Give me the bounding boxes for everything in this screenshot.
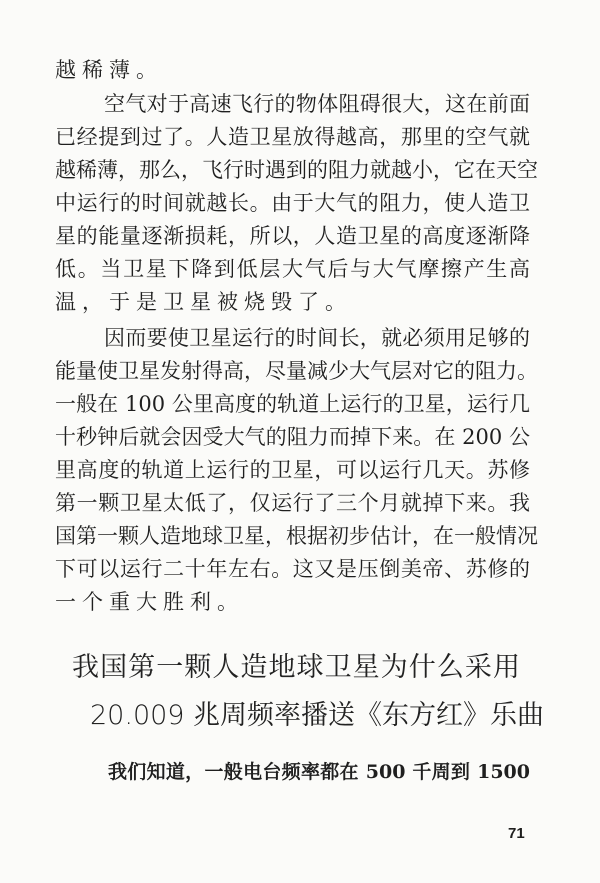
text-line: 温，于是卫星被烧毁了。	[55, 290, 352, 314]
text-line: 越稀薄。	[55, 58, 163, 82]
text-line: 能量使卫星发射得高，尽量减少大气层对它的阻力。	[55, 359, 538, 383]
heading-line-1: 我国第一颗人造地球卫星为什么采用	[72, 652, 520, 683]
text-line: 一个重大胜利。	[55, 590, 244, 614]
section-first-line: 我们知道，一般电台频率都在 500 千周到 1500	[108, 761, 530, 783]
page-number: 71	[508, 825, 525, 842]
text-line: 已经提到过了。人造卫星放得越高，那里的空气就	[55, 125, 530, 149]
text-line: 一般在 100 公里高度的轨道上运行的卫星，运行几	[55, 392, 530, 416]
text-line: 国第一颗人造地球卫星，根据初步估计，在一般情况	[55, 524, 538, 548]
text-line: 十秒钟后就会因受大气的阻力而掉下来。在 200 公	[55, 425, 530, 449]
text-line: 下可以运行二十年左右。这又是压倒美帝、苏修的	[55, 557, 530, 581]
text-line: 里高度的轨道上运行的卫星，可以运行几天。苏修	[55, 458, 530, 482]
text-line: 星的能量逐渐损耗，所以，人造卫星的高度逐渐降	[55, 224, 530, 248]
text-line: 中运行的时间就越长。由于大气的阻力，使人造卫	[55, 191, 530, 215]
heading-line-2: 20.009 兆周频率播送《东方红》乐曲	[90, 700, 545, 731]
text-line: 越稀薄，那么，飞行时遇到的阻力就越小，它在天空	[55, 158, 538, 182]
text-line: 空气对于高速飞行的物体阻碍很大，这在前面	[104, 92, 530, 116]
text-line: 因而要使卫星运行的时间长，就必须用足够的	[104, 326, 530, 350]
text-line: 第一颗卫星太低了，仅运行了三个月就掉下来。我	[55, 491, 530, 515]
text-line: 低。当卫星下降到低层大气后与大气摩擦产生高	[55, 257, 530, 281]
